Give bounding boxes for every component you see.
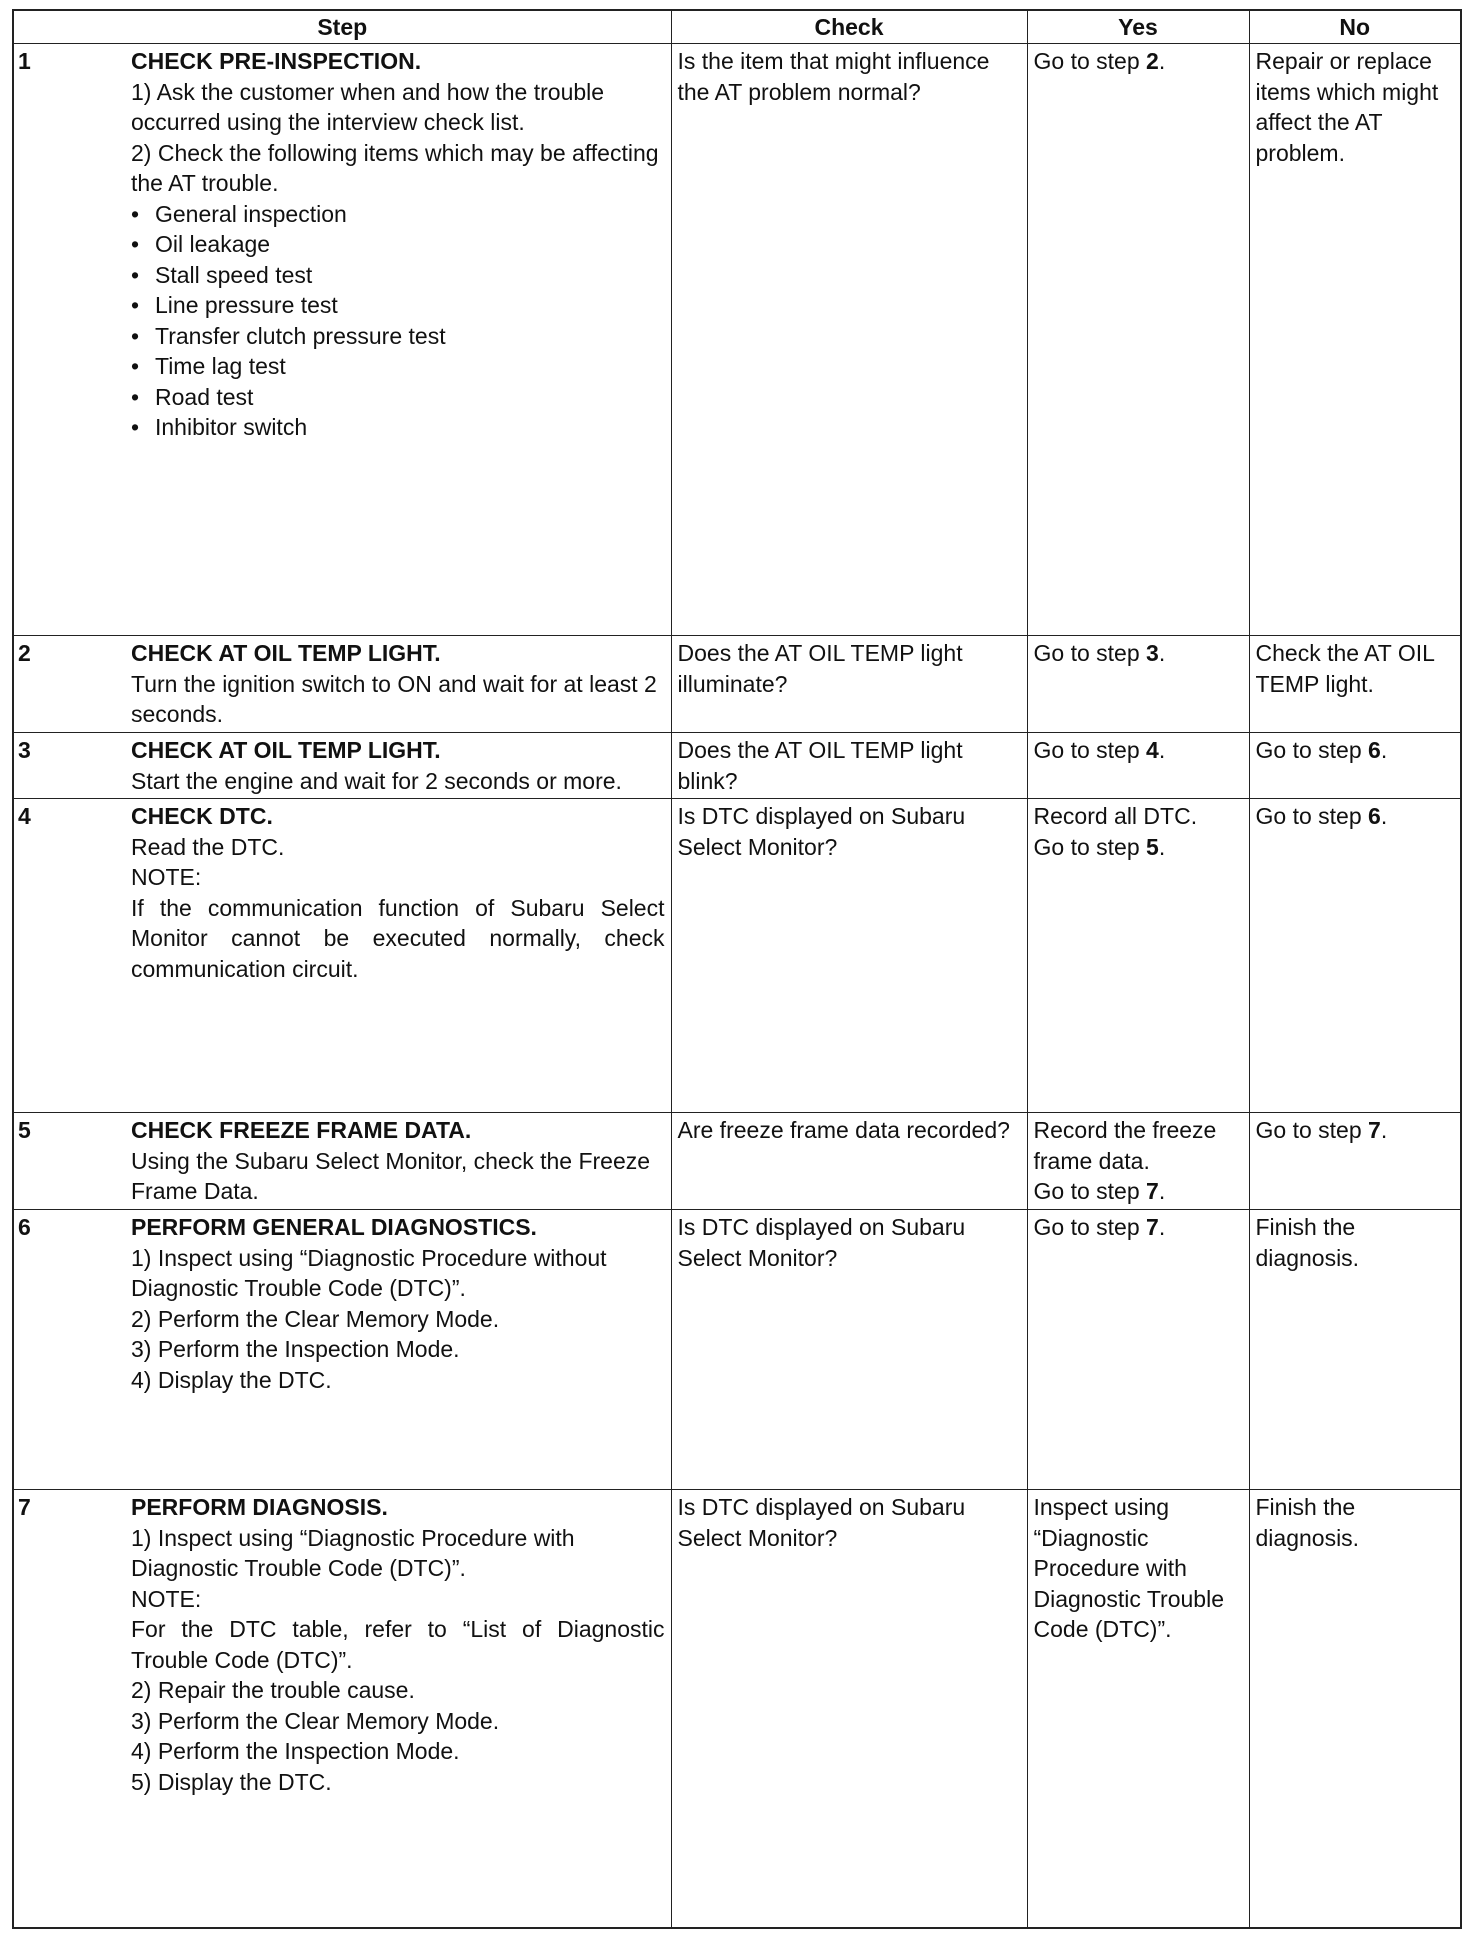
step-line: 3) Perform the Clear Memory Mode. (131, 1707, 500, 1734)
step-line: Start the engine and wait for 2 seconds or more. (131, 767, 622, 794)
note-label: NOTE: (131, 864, 202, 890)
troubleshooting-table-wrapper (12, 9, 1460, 1929)
list-item: • Oil leakage (131, 229, 665, 260)
header-no: No (1249, 10, 1461, 44)
table-row (13, 799, 1461, 1113)
step-title: CHECK DTC. (131, 803, 273, 829)
step-number: 6 (13, 1210, 131, 1490)
step-cell (131, 636, 671, 733)
step-cell (131, 733, 671, 799)
check-cell: Does the AT OIL TEMP light blink? (671, 733, 1027, 799)
table-header-row (13, 10, 1461, 44)
no-cell: Check the AT OIL TEMP light. (1249, 636, 1461, 733)
step-number: 3 (13, 733, 131, 799)
step-number: 1 (13, 44, 131, 636)
step-line: Turn the ignition switch to ON and wait for at least 2 seconds. (131, 670, 657, 727)
header-yes: Yes (1027, 10, 1249, 44)
note-text: If the communication function of Subaru Select Monitor cannot be executed normally, check communication circuit. (131, 894, 665, 982)
step-cell (131, 1210, 671, 1490)
header-check: Check (671, 10, 1027, 44)
check-cell: Is DTC displayed on Subaru Select Monitor? (671, 799, 1027, 1113)
step-line: 2) Perform the Clear Memory Mode. (131, 1305, 500, 1332)
step-line: 2) Check the following items which may be affecting the AT trouble. (131, 139, 659, 196)
step-cell (131, 799, 671, 1113)
list-item: • Transfer clutch pressure test (131, 321, 665, 352)
step-title: CHECK FREEZE FRAME DATA. (131, 1117, 472, 1143)
inspection-items-list (131, 199, 665, 443)
troubleshooting-table (12, 9, 1462, 1929)
no-cell: Go to step 7. (1249, 1113, 1461, 1210)
no-cell: Repair or replace items which might affect the AT problem. (1249, 44, 1461, 636)
step-cell (131, 44, 671, 636)
list-item: • General inspection (131, 199, 665, 230)
step-title: PERFORM DIAGNOSIS. (131, 1494, 388, 1520)
no-cell: Go to step 6. (1249, 733, 1461, 799)
no-cell: Finish the diagnosis. (1249, 1490, 1461, 1928)
step-number: 2 (13, 636, 131, 733)
step-title: CHECK PRE-INSPECTION. (131, 48, 422, 74)
step-cell (131, 1113, 671, 1210)
step-reference: 7 (1146, 1178, 1159, 1204)
step-reference: 6 (1368, 803, 1381, 829)
step-line: Read the DTC. (131, 833, 285, 860)
step-line: 4) Display the DTC. (131, 1366, 332, 1393)
no-cell: Go to step 6. (1249, 799, 1461, 1113)
step-reference: 7 (1146, 1214, 1159, 1240)
step-reference: 6 (1368, 737, 1381, 763)
step-reference: 2 (1146, 48, 1159, 74)
list-item: • Line pressure test (131, 290, 665, 321)
no-cell: Finish the diagnosis. (1249, 1210, 1461, 1490)
list-item: • Inhibitor switch (131, 412, 665, 443)
yes-cell: Go to step 4. (1027, 733, 1249, 799)
yes-cell: Record all DTC. Go to step 5. (1027, 799, 1249, 1113)
check-cell: Is the item that might influence the AT problem normal? (671, 44, 1027, 636)
yes-cell: Go to step 3. (1027, 636, 1249, 733)
yes-cell: Inspect using “Diagnostic Procedure with Diagnostic Trouble Code (DTC)”. (1027, 1490, 1249, 1928)
step-number: 5 (13, 1113, 131, 1210)
table-row (13, 1210, 1461, 1490)
step-line: 2) Repair the trouble cause. (131, 1677, 415, 1703)
step-reference: 7 (1368, 1117, 1381, 1143)
check-cell: Is DTC displayed on Subaru Select Monitor? (671, 1490, 1027, 1928)
note-text: For the DTC table, refer to “List of Diagnostic Trouble Code (DTC)”. (131, 1616, 665, 1673)
step-cell (131, 1490, 671, 1928)
step-reference: 3 (1146, 640, 1159, 666)
step-title: CHECK AT OIL TEMP LIGHT. (131, 640, 441, 666)
yes-cell: Go to step 7. (1027, 1210, 1249, 1490)
step-number: 7 (13, 1490, 131, 1928)
step-reference: 4 (1146, 737, 1159, 763)
table-row (13, 1113, 1461, 1210)
table-row (13, 636, 1461, 733)
step-line: 1) Inspect using “Diagnostic Procedure with Diagnostic Trouble Code (DTC)”. (131, 1524, 575, 1581)
step-number: 4 (13, 799, 131, 1113)
step-line: 4) Perform the Inspection Mode. (131, 1738, 460, 1764)
yes-cell: Record the freeze frame data. Go to step 7. (1027, 1113, 1249, 1210)
check-cell: Are freeze frame data recorded? (671, 1113, 1027, 1210)
table-row (13, 44, 1461, 636)
note-label: NOTE: (131, 1585, 202, 1612)
list-item: • Stall speed test (131, 260, 665, 291)
table-row (13, 1490, 1461, 1928)
step-reference: 5 (1146, 833, 1159, 860)
check-cell: Does the AT OIL TEMP light illuminate? (671, 636, 1027, 733)
step-line: 3) Perform the Inspection Mode. (131, 1336, 460, 1362)
step-title: PERFORM GENERAL DIAGNOSTICS. (131, 1214, 537, 1240)
list-item: • Road test (131, 382, 665, 413)
yes-cell: Go to step 2. (1027, 44, 1249, 636)
step-line: Using the Subaru Select Monitor, check the Freeze Frame Data. (131, 1147, 651, 1204)
step-line: 1) Inspect using “Diagnostic Procedure without Diagnostic Trouble Code (DTC)”. (131, 1244, 607, 1301)
table-row (13, 733, 1461, 799)
step-line: 1) Ask the customer when and how the trouble occurred using the interview check list. (131, 78, 605, 135)
step-title: CHECK AT OIL TEMP LIGHT. (131, 737, 441, 763)
step-line: 5) Display the DTC. (131, 1768, 332, 1795)
list-item: • Time lag test (131, 351, 665, 382)
header-step: Step (13, 10, 671, 44)
check-cell: Is DTC displayed on Subaru Select Monitor? (671, 1210, 1027, 1490)
